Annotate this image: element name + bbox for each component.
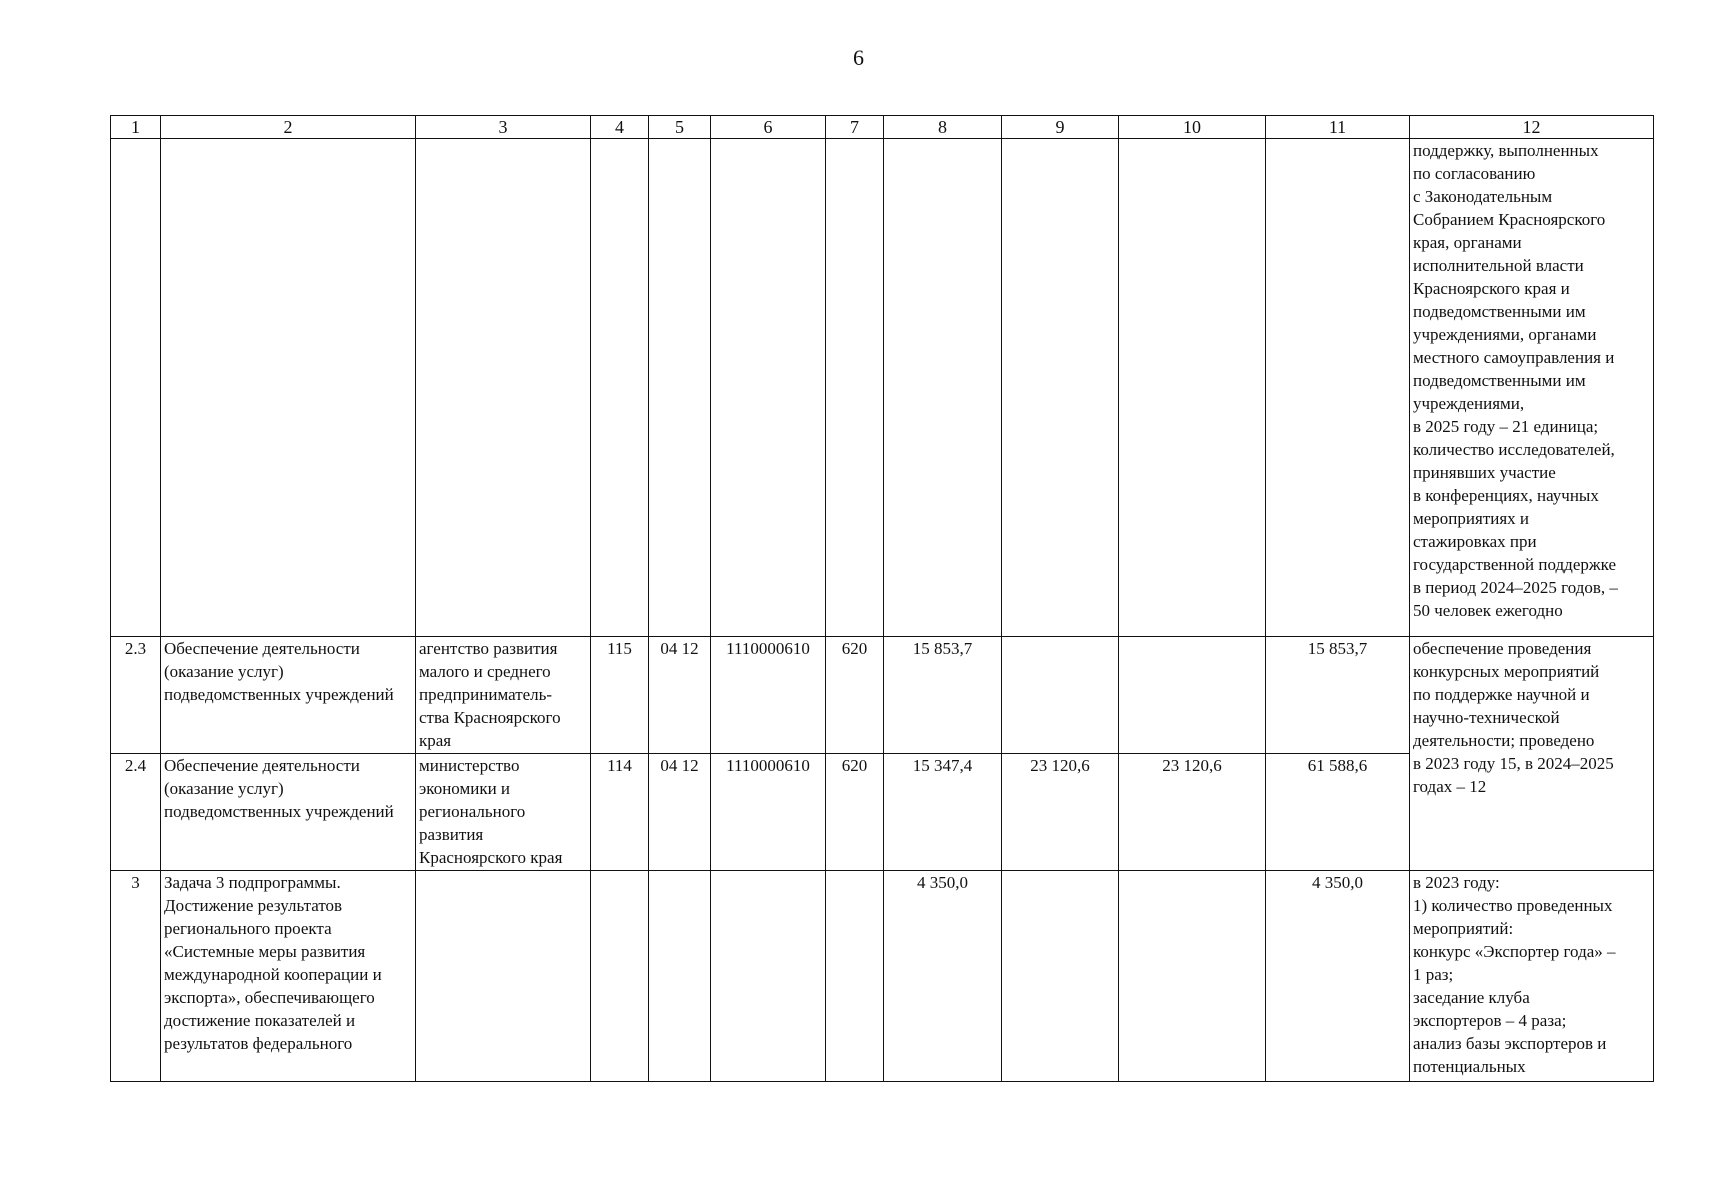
amount-2024: 23 120,6	[1002, 754, 1119, 871]
header-cell: 3	[416, 116, 591, 139]
empty-cell	[884, 139, 1002, 637]
indicator-cell: поддержку, выполненных по согласованию с Законодательным Собранием Красноярского края, органами исполнительной власти Красноярского края и подведомственными им учреждениями, органами местного самоуправления и подведомственными им учреждениями, в 2025 году – 21 единица; количество исследователей, принявших участие в конференциях, научных мероприятиях и стажировках при государственной поддержке в период 2024–2025 годов, – 50 человек ежегодно	[1410, 139, 1654, 637]
indicator-cell: обеспечение проведения конкурсных мероприятий по поддержке научной и научно-технической деятельности; проведено в 2023 году 15, в 2024–2025 годах – 12	[1410, 637, 1654, 871]
empty-cell	[711, 139, 826, 637]
amount-2023: 4 350,0	[884, 871, 1002, 1082]
amount-2025: 23 120,6	[1119, 754, 1266, 871]
amount-2025	[1119, 637, 1266, 754]
row-number: 2.4	[111, 754, 161, 871]
amount-2024	[1002, 637, 1119, 754]
header-cell: 8	[884, 116, 1002, 139]
row-number: 3	[111, 871, 161, 1082]
row-number: 2.3	[111, 637, 161, 754]
grbs-code: 114	[591, 754, 649, 871]
amount-2024	[1002, 871, 1119, 1082]
table-row-continued	[111, 139, 1654, 637]
header-row	[111, 116, 1654, 139]
empty-cell	[416, 139, 591, 637]
empty-cell	[649, 139, 711, 637]
empty-cell	[1266, 139, 1410, 637]
responsible-agency: министерство экономики и регионального развития Красноярского края	[416, 754, 591, 871]
measure-name: Задача 3 подпрограммы. Достижение результатов регионального проекта «Системные меры развития международной кооперации и экспорта», обеспечивающего достижение показателей и результатов федерального	[161, 871, 416, 1082]
budget-table	[110, 115, 1654, 1082]
amount-total: 15 853,7	[1266, 637, 1410, 754]
header-cell: 2	[161, 116, 416, 139]
amount-2023: 15 347,4	[884, 754, 1002, 871]
rzpr-code	[649, 871, 711, 1082]
csr-code: 1110000610	[711, 754, 826, 871]
responsible-agency: агентство развития малого и среднего предприниматель- ства Красноярского края	[416, 637, 591, 754]
table-row-3	[111, 871, 1654, 1082]
amount-total: 61 588,6	[1266, 754, 1410, 871]
empty-cell	[161, 139, 416, 637]
header-cell: 6	[711, 116, 826, 139]
rzpr-code: 04 12	[649, 637, 711, 754]
amount-total: 4 350,0	[1266, 871, 1410, 1082]
page-number: 6	[853, 45, 864, 70]
measure-name: Обеспечение деятельности (оказание услуг) подведомственных учреждений	[161, 637, 416, 754]
amount-2025	[1119, 871, 1266, 1082]
grbs-code: 115	[591, 637, 649, 754]
header-cell: 12	[1410, 116, 1654, 139]
header-cell: 1	[111, 116, 161, 139]
header-cell: 11	[1266, 116, 1410, 139]
grbs-code	[591, 871, 649, 1082]
responsible-agency	[416, 871, 591, 1082]
empty-cell	[1002, 139, 1119, 637]
rzpr-code: 04 12	[649, 754, 711, 871]
empty-cell	[591, 139, 649, 637]
indicator-cell: в 2023 году: 1) количество проведенных мероприятий: конкурс «Экспортер года» – 1 раз; заседание клуба экспортеров – 4 раза; анализ базы экспортеров и потенциальных	[1410, 871, 1654, 1082]
table-row-2-3	[111, 637, 1654, 754]
header-cell: 10	[1119, 116, 1266, 139]
vr-code	[826, 871, 884, 1082]
empty-cell	[826, 139, 884, 637]
amount-2023: 15 853,7	[884, 637, 1002, 754]
vr-code: 620	[826, 637, 884, 754]
empty-cell	[111, 139, 161, 637]
header-cell: 4	[591, 116, 649, 139]
vr-code: 620	[826, 754, 884, 871]
empty-cell	[1119, 139, 1266, 637]
csr-code: 1110000610	[711, 637, 826, 754]
csr-code	[711, 871, 826, 1082]
measure-name: Обеспечение деятельности (оказание услуг) подведомственных учреждений	[161, 754, 416, 871]
header-cell: 5	[649, 116, 711, 139]
header-cell: 9	[1002, 116, 1119, 139]
header-cell: 7	[826, 116, 884, 139]
